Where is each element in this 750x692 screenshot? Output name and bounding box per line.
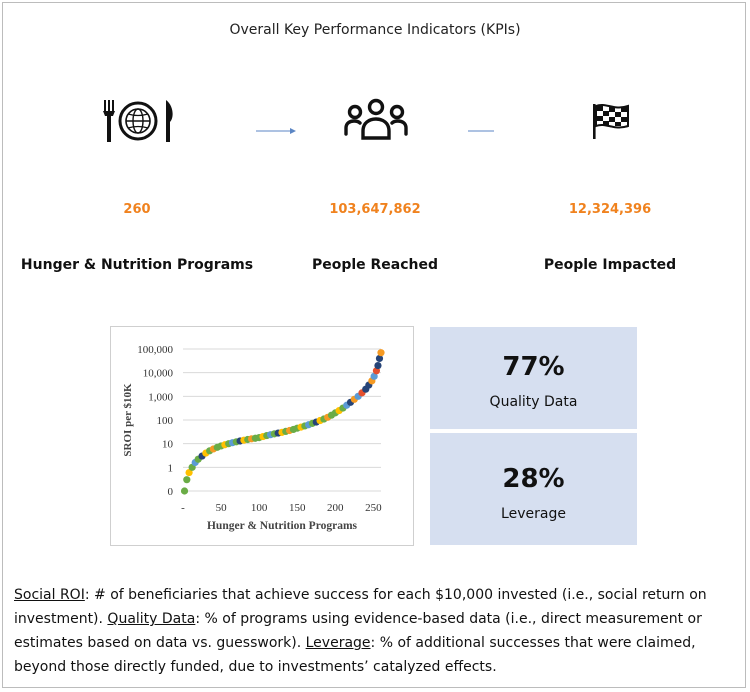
kpi-value-programs: 260 [123,202,151,217]
flow-arrow [256,127,298,135]
leverage-label: Leverage [501,506,566,522]
kpi-label-programs: Hunger & Nutrition Programs [20,257,254,273]
checkered-flag-icon [590,102,634,140]
y-axis-title: SROI per $10K [122,383,134,457]
x-tick-label: 100 [250,502,268,514]
x-tick-label: 150 [288,502,306,514]
definitions-note [14,583,736,679]
y-tick-label: 10 [162,438,173,451]
x-axis-title: Hunger & Nutrition Programs [206,520,358,532]
def-social-roi: : # of beneficiaries that achieve success for each $10,000 invested (i.e., social return on investment). [14,587,707,627]
quality-data-label: Quality Data [489,394,578,410]
page-title: Overall Key Performance Indicators (KPIs) [229,22,521,38]
sroi-chart [110,326,414,546]
y-tick-label: 10,000 [142,367,173,380]
x-tick-label: 250 [365,502,382,514]
data-point [374,362,381,369]
leverage-card [430,433,637,545]
data-point [181,487,188,494]
y-tick-label: 100,000 [137,344,173,356]
x-tick-label: 50 [215,502,227,514]
data-point [377,349,384,356]
kpi-value-impacted: 12,324,396 [568,202,652,217]
def-quality-data: : % of programs using evidence-based data (i.e., direct measurement or estimates based on data vs. guesswork). [14,611,702,651]
sroi-scatter-plot [111,327,413,545]
kpi-label-impacted: People Impacted [543,257,677,273]
leverage-value: 28% [502,464,565,494]
def-leverage: : % of additional successes that were claimed, beyond those directly funded, due to investments’ catalyzed effects. [14,635,696,675]
y-tick-label: 1,000 [148,391,173,404]
y-tick-label: 0 [167,486,173,498]
people-group-icon [343,98,409,142]
quality-data-value: 77% [502,352,565,382]
y-tick-label: 1 [167,462,173,475]
data-point [183,476,190,483]
kpi-value-reached: 103,647,862 [329,202,421,217]
kpi-label-reached: People Reached [311,257,439,273]
quality-data-card [430,327,637,429]
term-quality-data: Quality Data [107,611,196,627]
plate-globe-cutlery-icon [100,98,176,144]
y-tick-label: 100 [156,415,173,427]
x-tick-label: 200 [327,502,344,514]
x-tick-label: - [181,502,185,514]
flow-arrow [468,127,496,135]
term-social-roi: Social ROI [14,587,85,603]
term-leverage: Leverage [305,635,371,651]
